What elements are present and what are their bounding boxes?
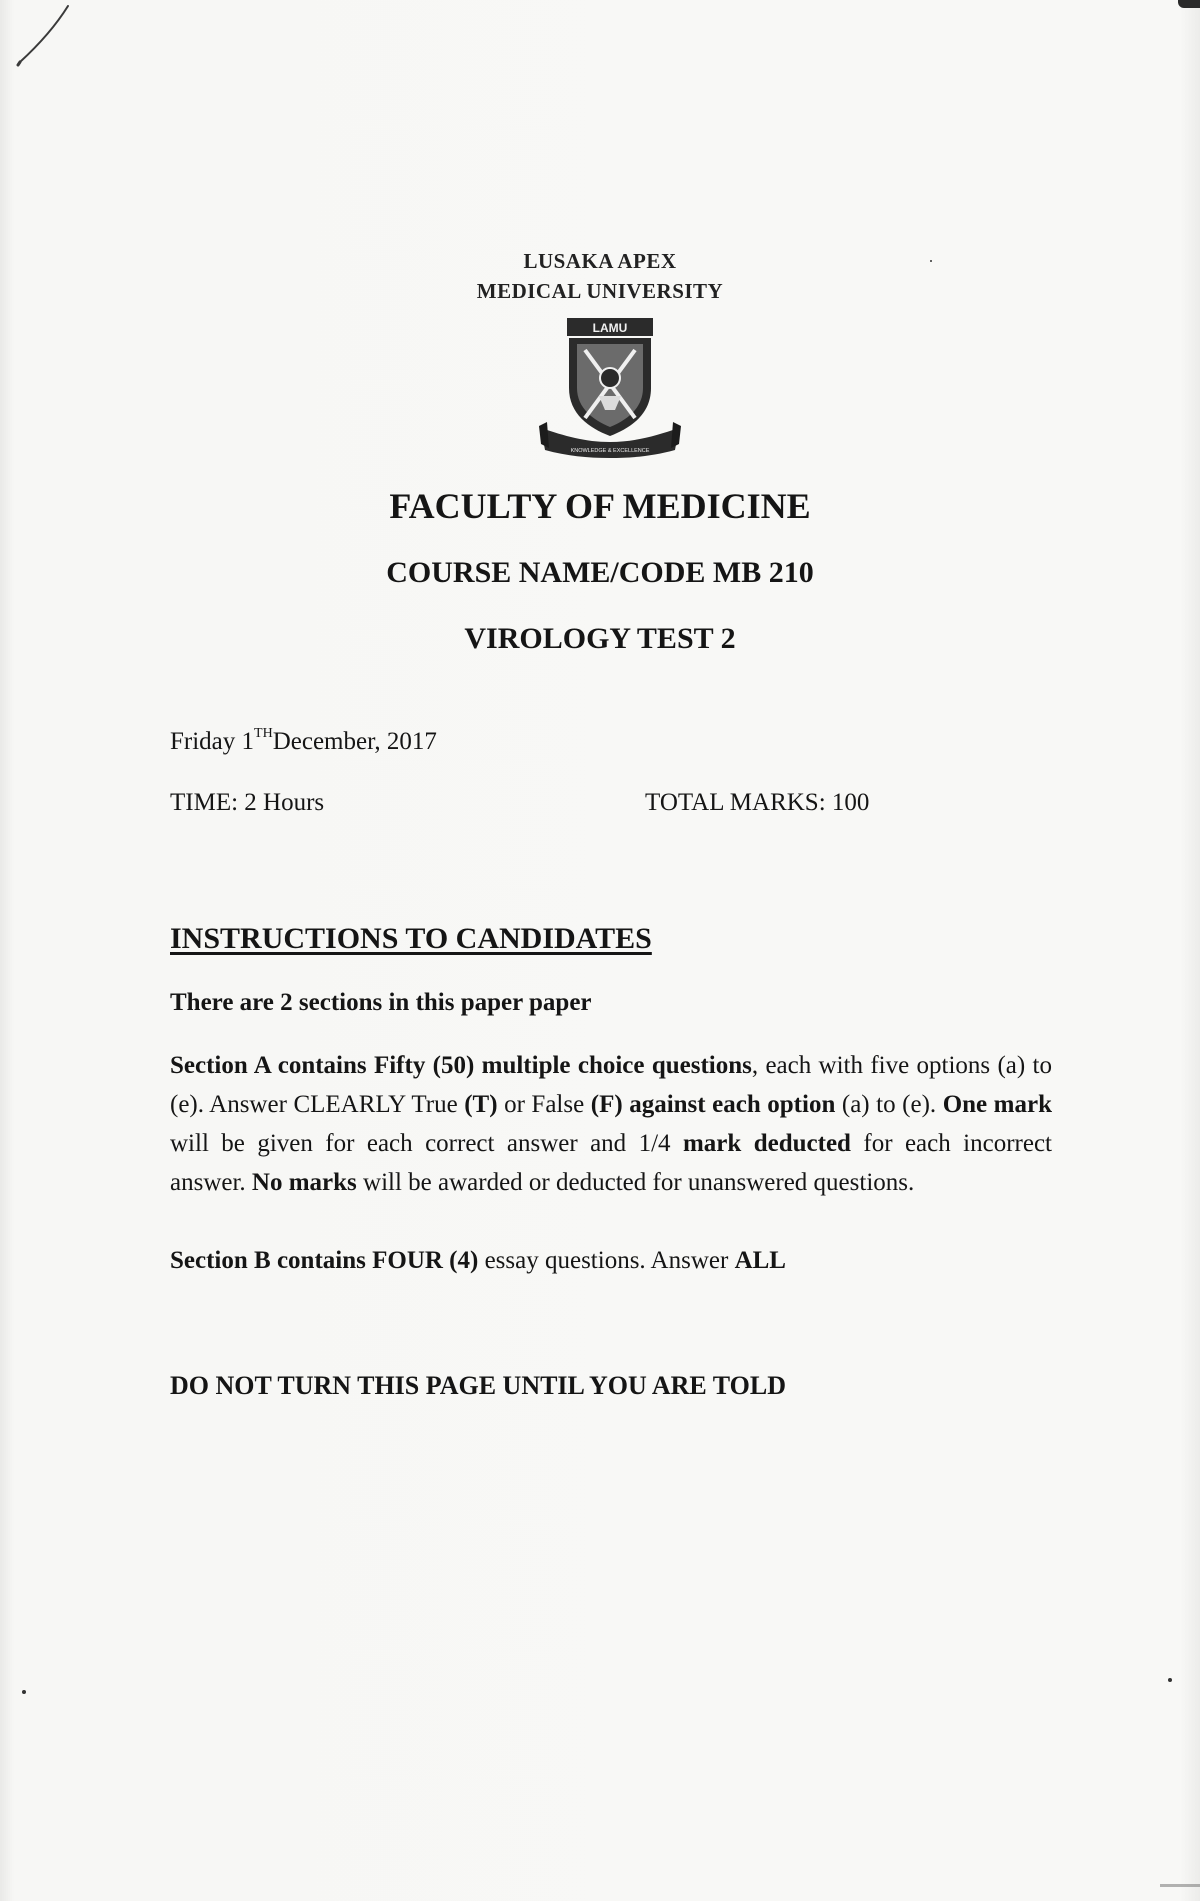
section-a-instructions (170, 1046, 1052, 1202)
sections-note: There are 2 sections in this paper paper (170, 989, 592, 1016)
sa-bold5: One mark (942, 1091, 1052, 1118)
exam-date-rest: December, 2017 (272, 728, 437, 755)
sa-text4: (a) to (e). (835, 1091, 943, 1118)
crest-banner-text: LAMU (592, 321, 628, 335)
do-not-turn-warning: DO NOT TURN THIS PAGE UNTIL YOU ARE TOLD (170, 1371, 786, 1400)
university-name-line1: LUSAKA APEX (523, 249, 677, 273)
sa-text5: will be given for each correct answer and 1/4 (170, 1130, 683, 1157)
sb-text1: essay questions. Answer (478, 1247, 735, 1274)
test-title: VIROLOGY TEST 2 (464, 622, 736, 655)
sa-bold7: No marks (251, 1169, 357, 1196)
sb-bold2: ALL (734, 1247, 786, 1274)
sb-bold1: Section B contains FOUR (4) (170, 1247, 479, 1274)
course-code: COURSE NAME/CODE MB 210 (386, 556, 814, 589)
sa-text7: will be awarded or deducted for unanswered questions. (356, 1169, 915, 1196)
sa-bold4: against each option (629, 1091, 836, 1118)
sa-text2: or False (497, 1091, 591, 1118)
instructions-heading: INSTRUCTIONS TO CANDIDATES (170, 922, 652, 955)
scan-speck (1168, 1678, 1172, 1682)
scan-speck (22, 1690, 26, 1694)
scan-edge-mark (1178, 0, 1200, 8)
crest-icon (535, 310, 685, 460)
sa-text1: , each with five options (a) to (e). Answer CLEARLY True (170, 1052, 1052, 1118)
sa-bold1: Section A contains Fifty (50) multiple choice questions (170, 1052, 752, 1079)
faculty-title: FACULTY OF MEDICINE (389, 486, 811, 526)
university-name (0, 246, 1200, 306)
sa-bold3: (F) (590, 1091, 623, 1118)
section-b-instructions (170, 1241, 1052, 1280)
exam-date-prefix: Friday 1 (170, 728, 255, 755)
university-name-line2: MEDICAL UNIVERSITY (476, 279, 724, 303)
sa-bold6: mark deducted (682, 1130, 851, 1157)
crest-motto: KNOWLEDGE & EXCELLENCE (570, 448, 650, 454)
university-crest (535, 310, 685, 460)
scan-speck (930, 260, 932, 262)
exam-date (170, 718, 437, 758)
sa-text6: for each incorrect answer. (170, 1130, 1052, 1196)
pen-stroke-mark (10, 0, 80, 70)
exam-duration: TIME: 2 Hours (170, 789, 325, 816)
exam-date-suffix: TH (254, 726, 273, 741)
total-marks: TOTAL MARKS: 100 (645, 789, 870, 816)
sa-bold2: (T) (464, 1091, 498, 1118)
scan-bottom-edge (1160, 1884, 1200, 1887)
